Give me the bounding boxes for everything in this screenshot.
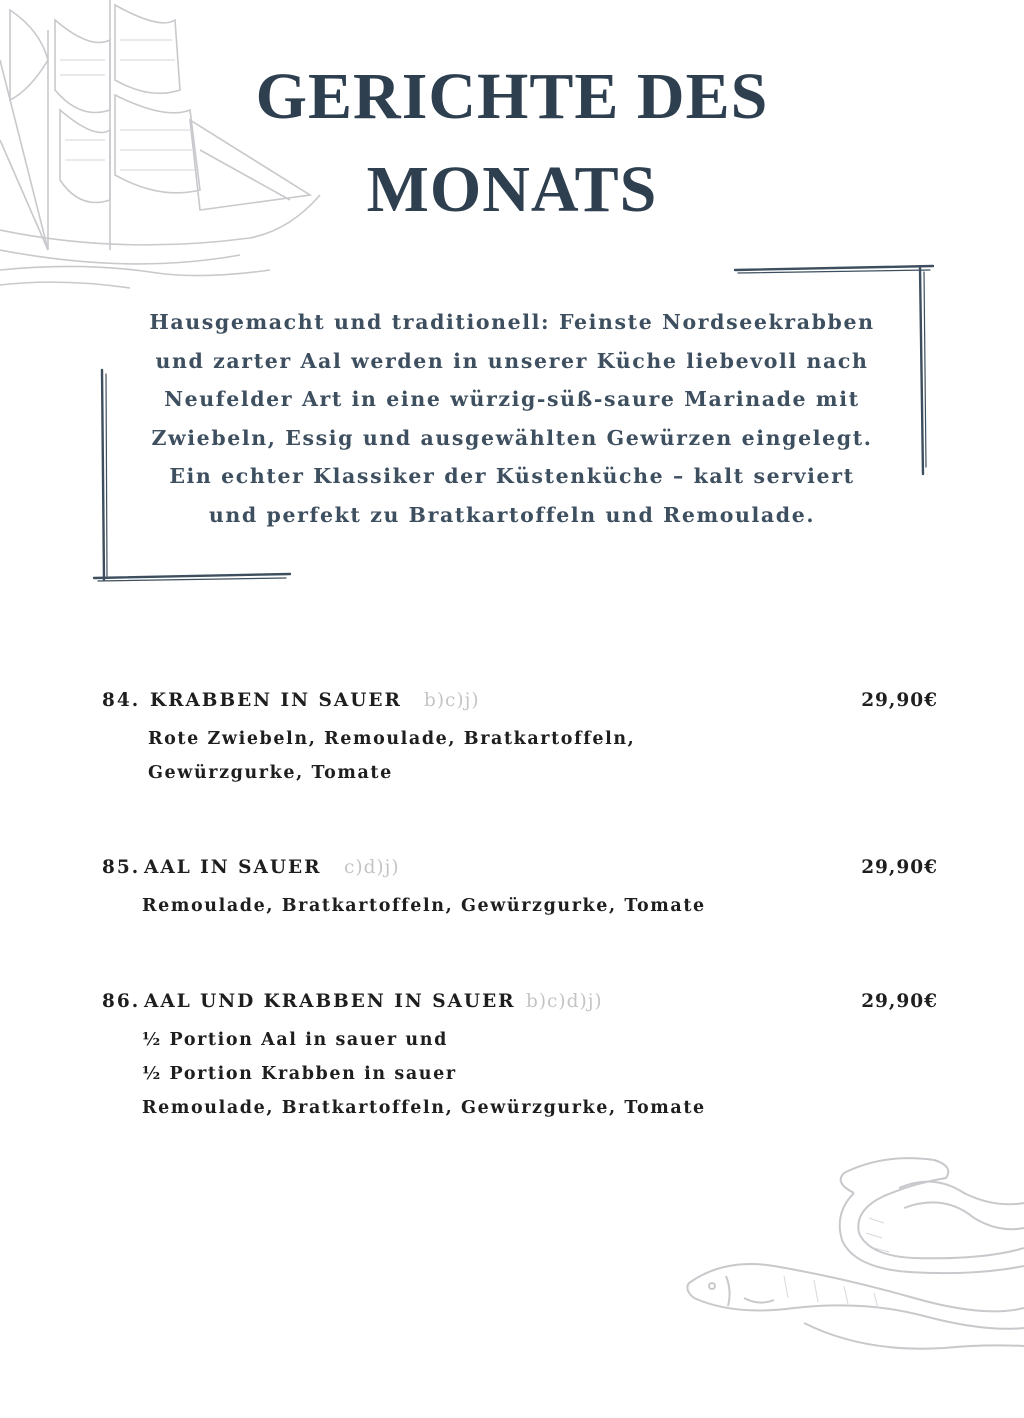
item-name: AAL IN SAUER [144,857,322,878]
intro-line: Hausgemacht und traditionell: Feinste Nordseekrabben [149,310,875,334]
item-number: 84. [102,690,141,711]
intro-text [120,303,904,535]
menu-item-84 [102,690,938,790]
item-allergens: c)d)j) [344,857,400,878]
item-description: Remoulade, Bratkartoffeln, Gewürzgurke, Tomate [142,1098,706,1118]
item-description: Rote Zwiebeln, Remoulade, Bratkartoffeln, [148,729,636,749]
eel-icon [684,1148,1024,1378]
item-description: Gewürzgurke, Tomate [148,763,393,783]
item-description: ½ Portion Aal in sauer und [142,1030,448,1050]
item-price: 29,90€ [861,857,938,878]
item-allergens: b)c)d)j) [526,991,603,1012]
item-price: 29,90€ [861,690,938,711]
page-title-line-2: MONATS [366,153,658,226]
item-number: 86. [102,991,141,1012]
item-description: ½ Portion Krabben in sauer [142,1064,457,1084]
intro-line: Ein echter Klassiker der Küstenküche – kalt serviert [169,464,855,489]
intro-line: Neufelder Art in eine würzig-süß-saure Marinade mit [164,387,860,412]
item-price: 29,90€ [861,991,938,1012]
item-allergens: b)c)j) [424,690,480,711]
page-title [0,50,1024,236]
intro-line: und perfekt zu Bratkartoffeln und Remoulade. [208,502,816,527]
intro-line: und zarter Aal werden in unserer Küche liebevoll nach [155,348,869,373]
item-name: AAL UND KRABBEN IN SAUER [144,991,516,1012]
intro-line: Zwiebeln, Essig und ausgewählten Gewürzen eingelegt. [151,425,873,450]
item-name: KRABBEN IN SAUER [150,690,402,711]
menu-item-85 [102,857,938,923]
menu-item-86 [102,991,938,1125]
item-number: 85. [102,857,141,878]
page-title-line-1: GERICHTE DES [255,60,769,133]
item-description: Remoulade, Bratkartoffeln, Gewürzgurke, Tomate [142,896,706,916]
